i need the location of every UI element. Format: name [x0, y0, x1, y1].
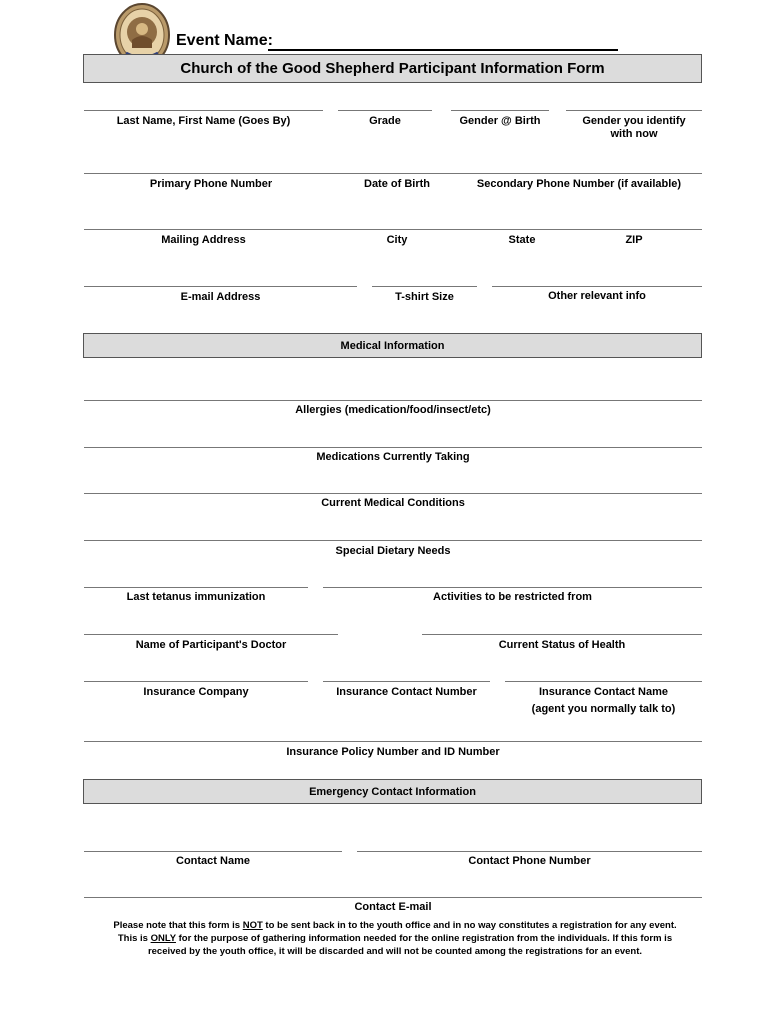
health-status-label: Current Status of Health — [498, 639, 626, 651]
email-label: E-mail Address — [180, 291, 261, 303]
event-name-field[interactable] — [268, 34, 618, 51]
form-title: Church of the Good Shepherd Participant Information Form — [180, 60, 605, 77]
secondary-phone-label: Secondary Phone Number (if available) — [476, 178, 682, 190]
dietary-field-line[interactable] — [84, 540, 702, 541]
dietary-label: Special Dietary Needs — [335, 545, 451, 557]
footer-line-1 — [60, 919, 730, 932]
gender-birth-field-line[interactable] — [451, 110, 549, 111]
primary-phone-label: Primary Phone Number — [149, 178, 273, 190]
contact-email-field-line[interactable] — [84, 897, 702, 898]
state-label: State — [508, 234, 536, 246]
contact-phone-field-line[interactable] — [357, 851, 702, 852]
activities-field-line[interactable] — [323, 587, 702, 588]
emergency-info-title: Emergency Contact Information — [309, 785, 476, 798]
other-info-field-line[interactable] — [492, 286, 702, 287]
gender-identify-label-1: Gender you identify — [582, 115, 686, 127]
doctor-field-line[interactable] — [84, 634, 338, 635]
insurance-contact-name-label-2: (agent you normally talk to) — [531, 703, 676, 715]
policy-label: Insurance Policy Number and ID Number — [286, 746, 500, 758]
emergency-info-band — [83, 779, 702, 804]
footer-not-emphasis: NOT — [242, 920, 263, 931]
mailing-address-label: Mailing Address — [161, 234, 246, 246]
email-field-line[interactable] — [84, 286, 357, 287]
address-field-line[interactable] — [84, 229, 702, 230]
gender-birth-label: Gender @ Birth — [459, 115, 541, 127]
footer-note — [60, 919, 730, 958]
grade-field-line[interactable] — [338, 110, 432, 111]
tetanus-label: Last tetanus immunization — [126, 591, 266, 603]
footer-line-2 — [60, 932, 730, 945]
footer-line-2-text-a: This is — [117, 933, 151, 944]
name-field-line[interactable] — [84, 110, 323, 111]
name-label: Last Name, First Name (Goes By) — [116, 115, 291, 127]
health-status-field-line[interactable] — [422, 634, 702, 635]
other-info-label: Other relevant info — [548, 290, 646, 302]
footer-line-3: received by the youth office, it will be discarded and will not be counted among the registrations for an event. — [147, 946, 643, 957]
insurance-company-label: Insurance Company — [143, 686, 249, 698]
contact-name-label: Contact Name — [176, 855, 250, 867]
contact-name-field-line[interactable] — [84, 851, 342, 852]
policy-field-line[interactable] — [84, 741, 702, 742]
medical-info-title: Medical Information — [340, 339, 445, 352]
footer-only-emphasis: ONLY — [150, 933, 176, 944]
zip-label: ZIP — [625, 234, 643, 246]
footer-line-1-text-a: Please note that this form is — [113, 920, 243, 931]
form-title-band — [83, 54, 702, 83]
tetanus-field-line[interactable] — [84, 587, 308, 588]
insurance-number-label: Insurance Contact Number — [336, 686, 477, 698]
insurance-company-field-line[interactable] — [84, 681, 308, 682]
medical-info-band — [83, 333, 702, 358]
tshirt-field-line[interactable] — [372, 286, 477, 287]
allergies-label: Allergies (medication/food/insect/etc) — [295, 404, 491, 416]
tshirt-label: T-shirt Size — [395, 291, 454, 303]
event-name-label: Event Name: — [176, 32, 273, 49]
contact-phone-label: Contact Phone Number — [468, 855, 591, 867]
gender-identify-label-2: with now — [610, 128, 658, 140]
contact-email-label: Contact E-mail — [354, 901, 432, 913]
phone-dob-field-line[interactable] — [84, 173, 702, 174]
allergies-field-line[interactable] — [84, 400, 702, 401]
gender-identify-field-line[interactable] — [566, 110, 702, 111]
insurance-number-field-line[interactable] — [323, 681, 490, 682]
insurance-contact-name-label-1: Insurance Contact Name — [539, 686, 668, 698]
doctor-label: Name of Participant's Doctor — [135, 639, 287, 651]
conditions-field-line[interactable] — [84, 493, 702, 494]
conditions-label: Current Medical Conditions — [321, 497, 465, 509]
medications-field-line[interactable] — [84, 447, 702, 448]
city-label: City — [386, 234, 408, 246]
grade-label: Grade — [369, 115, 401, 127]
medications-label: Medications Currently Taking — [316, 451, 470, 463]
insurance-contact-name-field-line[interactable] — [505, 681, 702, 682]
date-of-birth-label: Date of Birth — [364, 178, 430, 190]
footer-line-2-text-b: for the purpose of gathering information needed for the online registration from the individuals. If this form is — [175, 933, 673, 944]
activities-label: Activities to be restricted from — [433, 591, 592, 603]
footer-line-1-text-b: to be sent back in to the youth office and in no way constitutes a registration for any event. — [262, 920, 677, 931]
